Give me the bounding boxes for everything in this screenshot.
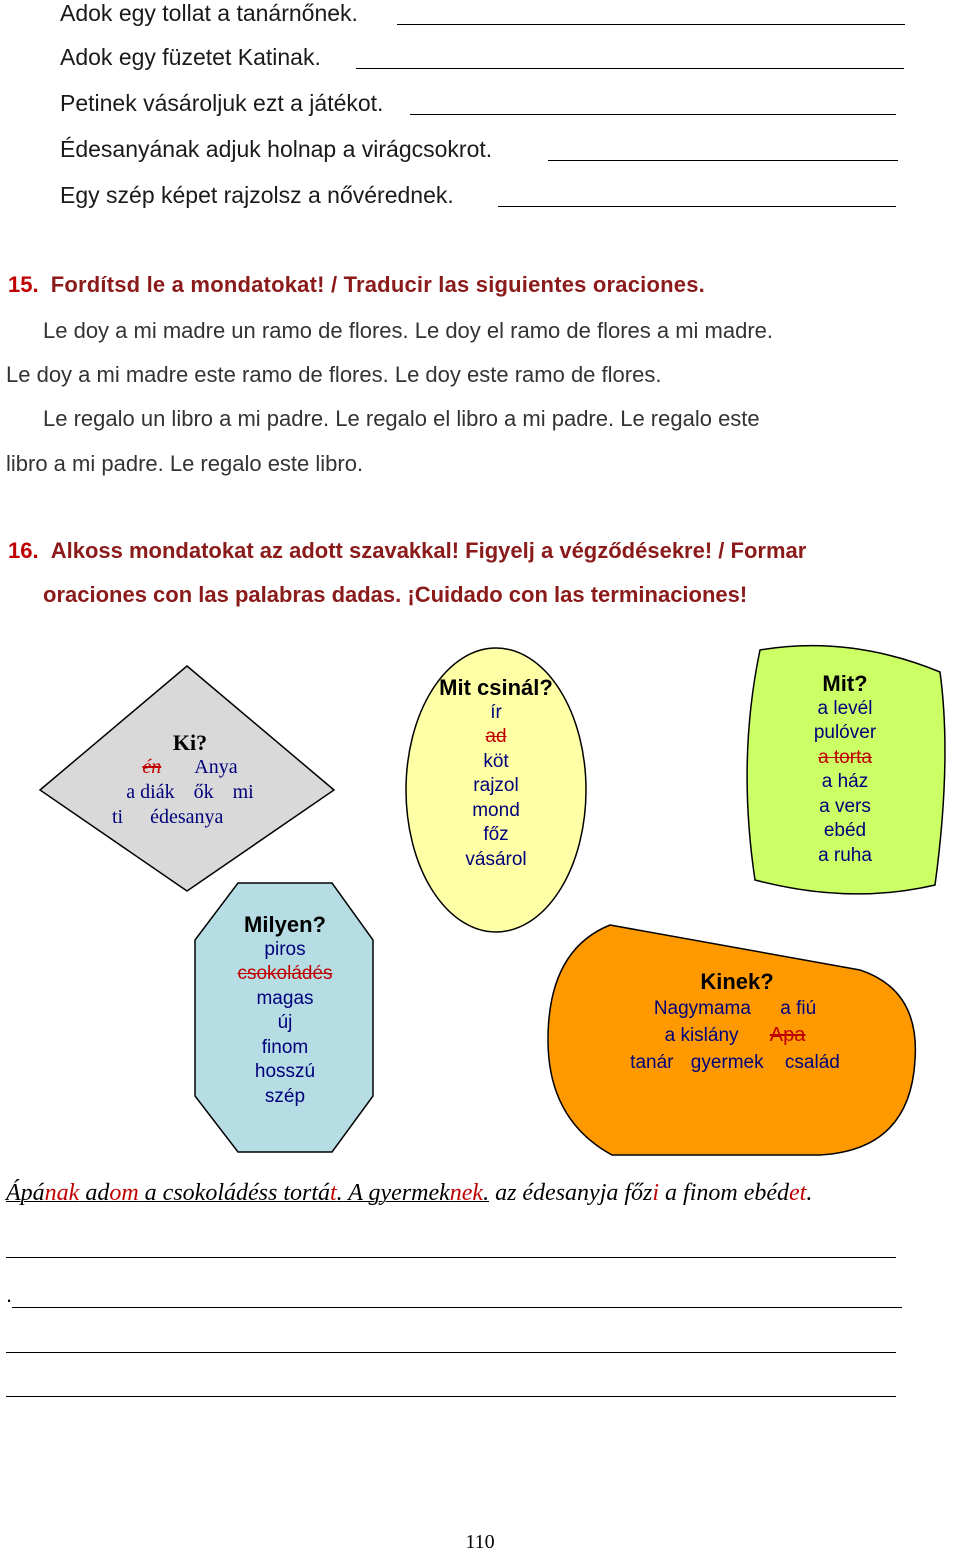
kinek-word-nagymama: Nagymama (653, 998, 751, 1019)
exercise-16-title-1: Alkoss mondatokat az adott szavakkal! Figyelj a végződésekre! / Formar (50, 538, 807, 563)
ki-row-3 (90, 805, 290, 830)
milyen-word-6: hosszú (254, 1061, 316, 1082)
mit-csinal-word-2: ad (485, 726, 507, 747)
ki-word-mi: mi (232, 781, 254, 803)
ki-word-edesanya: édesanya (150, 806, 224, 828)
ki-word-en: én (142, 756, 162, 778)
answer-line-4[interactable] (6, 1396, 896, 1397)
exercise-16-number: 16. (8, 538, 39, 563)
milyen-word-4: új (277, 1012, 293, 1033)
answer-line-3[interactable] (6, 1352, 896, 1353)
example-ending-2: om (109, 1180, 139, 1206)
example-ending-5: i (652, 1180, 660, 1206)
milyen-word-2: csokoládés (237, 963, 333, 984)
mit-csinal-word-1: ír (490, 701, 502, 723)
example-ending-1: nak (44, 1180, 80, 1206)
mit-title: Mit? (822, 671, 868, 696)
exercise-16-title-2: oraciones con las palabras dadas. ¡Cuidado con las terminaciones! (43, 582, 748, 607)
mit-word-5: a vers (819, 795, 871, 817)
mit-word-2: pulóver (813, 722, 877, 743)
example-period-1: . (336, 1180, 343, 1206)
page-number: 110 (465, 1531, 495, 1553)
milyen-word-5: finom (261, 1036, 309, 1058)
example-sentence (6, 1180, 812, 1207)
kinek-word-csalad: család (784, 1052, 840, 1073)
translate-line-1: Le doy a mi madre un ramo de flores. Le doy el ramo de flores a mi madre. (43, 318, 774, 343)
mit-csinal-word-7: vásárol (465, 848, 527, 870)
translate-line-2: Le doy a mi madre este ramo de flores. Le doy este ramo de flores. (6, 362, 662, 387)
example-period-2: . (483, 1180, 490, 1206)
example-part-3: a csokoládéss tortá (138, 1180, 330, 1206)
mit-csinal-word-3: köt (483, 750, 509, 772)
example-part-5: az édesanyja főz (489, 1180, 653, 1206)
ki-row-2 (90, 780, 290, 805)
sentence-2: Adok egy füzetet Katinak. (60, 44, 321, 70)
milyen-title: Milyen? (244, 912, 326, 937)
sentence-3: Petinek vásároljuk ezt a játékot. (60, 90, 384, 116)
exercise-15-number: 15. (8, 272, 39, 297)
mit-csinal-words (416, 676, 576, 872)
milyen-word-3: magas (256, 987, 314, 1009)
example-ending-4: nek (449, 1180, 484, 1206)
mit-word-1: a levél (817, 697, 873, 719)
mit-word-3: a torta (818, 746, 872, 768)
mit-csinal-title: Mit csinál? (439, 675, 553, 700)
answer-line-dot: . (6, 1282, 13, 1307)
ki-row-1 (90, 755, 290, 780)
example-part-2: ad (79, 1180, 110, 1206)
exercise-15-title: Fordítsd le a mondatokat! / Traducir las siguientes oraciones. (50, 272, 705, 297)
kinek-word-tanar: tanár (630, 1052, 674, 1073)
ki-word-a-diak: a diák (126, 781, 175, 803)
kinek-row-1 (590, 995, 880, 1022)
ki-word-anya: Anya (194, 756, 238, 778)
ki-word-ti: ti (112, 806, 124, 828)
translate-line-4: libro a mi padre. Le regalo este libro. (6, 451, 364, 476)
answer-line-1[interactable] (6, 1257, 896, 1258)
mit-word-4: a ház (821, 771, 869, 792)
example-part-6: a finom ebéd (659, 1180, 790, 1206)
mit-word-7: a ruha (818, 844, 872, 866)
kinek-row-3 (590, 1049, 880, 1076)
answer-line-2[interactable] (12, 1307, 902, 1308)
translate-line-3: Le regalo un libro a mi padre. Le regalo el libro a mi padre. Le regalo este (43, 406, 760, 431)
example-part-4: A gyermek (342, 1180, 450, 1206)
sentence-4: Édesanyának adjuk holnap a virágcsokrot. (60, 136, 493, 162)
ki-title: Ki? (172, 730, 208, 755)
mit-words (770, 672, 920, 868)
milyen-word-1: piros (264, 938, 306, 960)
example-ending-6: et (789, 1180, 807, 1206)
kinek-words (590, 968, 880, 1076)
milyen-word-last: szép (264, 1085, 306, 1107)
ki-words (90, 730, 290, 830)
kinek-title: Kinek? (700, 969, 774, 994)
example-period-3: . (806, 1180, 813, 1206)
mit-word-6: ebéd (823, 820, 867, 841)
kinek-word-gyermek: gyermek (690, 1052, 764, 1073)
example-part-1: Ápá (6, 1180, 45, 1206)
example-ending-3: t (330, 1180, 337, 1206)
kinek-word-apa: Apa (769, 1024, 806, 1046)
mit-csinal-word-4: rajzol (473, 775, 519, 796)
milyen-words (205, 913, 365, 1109)
sentence-1: Adok egy tollat a tanárnőnek. (60, 0, 358, 26)
kinek-word-a-kislany: a kislány (664, 1025, 739, 1046)
ki-word-ok: ők (193, 781, 214, 803)
kinek-row-2 (590, 1022, 880, 1049)
mit-csinal-word-6: főz (483, 824, 509, 845)
sentence-5: Egy szép képet rajzolsz a nővérednek. (60, 182, 454, 208)
kinek-word-a-fiu: a fiú (780, 998, 817, 1019)
mit-csinal-word-5: mond (472, 799, 520, 821)
